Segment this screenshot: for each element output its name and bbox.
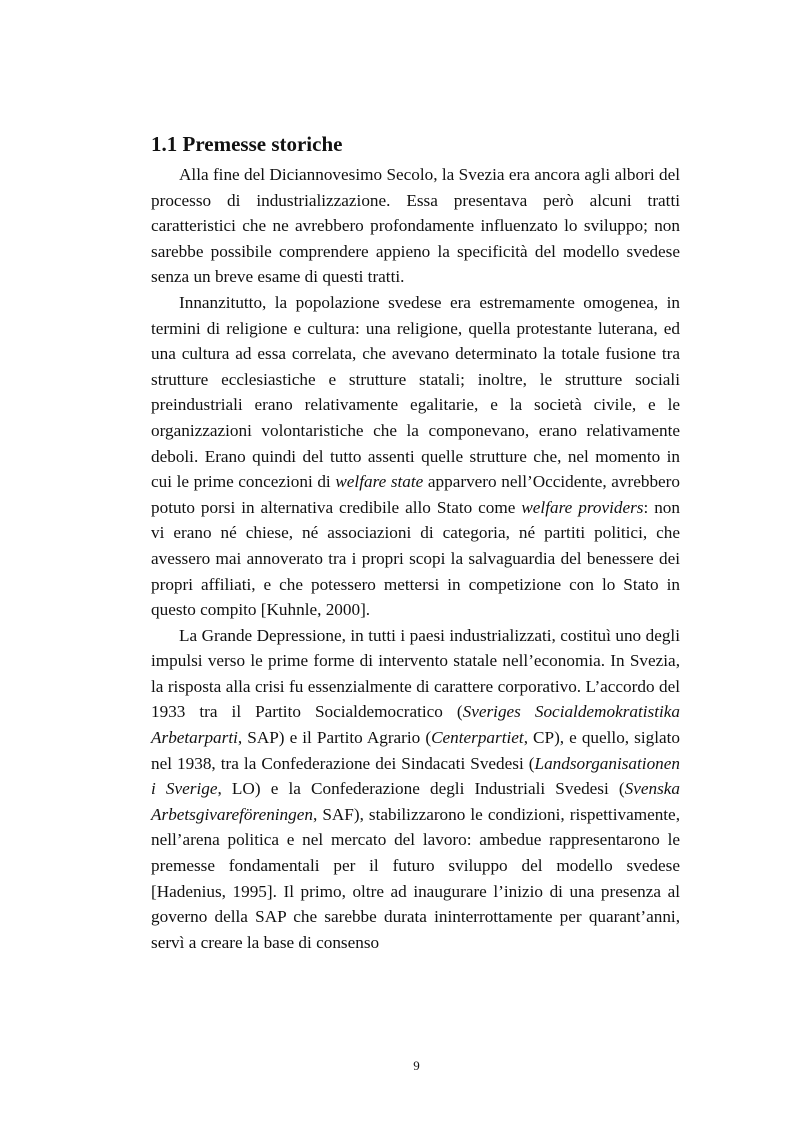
paragraph-3-text: La Grande Depressione, in tutti i paesi industrializzati, costituì uno degli impulsi verso le prime forme di intervento statale nell’economia. In Svezia, la risposta alla crisi fu essenzialmente di carattere corporativo. L’accordo del 1933 tra il Partito Socialdemocratico ( bbox=[151, 625, 680, 722]
term-welfare-providers: welfare providers bbox=[521, 497, 644, 517]
paragraph-3-text: , CP), e quello, siglato nel 1938, tra la Confederazione dei Sindacati Svedesi ( bbox=[151, 728, 680, 773]
paragraph-2 bbox=[151, 290, 680, 623]
paragraph-3-text: , SAP) e il Partito Agrario ( bbox=[237, 728, 432, 748]
paragraph-2-text: : non vi erano né chiese, né associazioni di categoria, né partiti politici, che avessero mai annoverato tra i propri scopi la salvaguardia del benessere dei propri affiliati, e che potessero mettersi in competizione con lo Stato in questo compito [Kuhnle, 2000]. bbox=[151, 497, 680, 620]
term-welfare-state: welfare state bbox=[335, 472, 424, 492]
section-heading: 1.1 Premesse storiche bbox=[151, 132, 343, 156]
paragraph-3-text: , LO) e la Confederazione degli Industriali Svedesi ( bbox=[217, 779, 625, 799]
term-sap: Sveriges Socialdemokratistika Arbetarparti bbox=[151, 702, 680, 748]
paragraph-2-text: apparvero nell’Occidente, avrebbero potuto porsi in alternativa credibile allo Stato come bbox=[151, 472, 680, 517]
term-saf: Svenska Arbetsgivareföreningen bbox=[151, 779, 680, 824]
paragraph-3 bbox=[151, 623, 680, 956]
paragraph-1-text: Alla fine del Diciannovesimo Secolo, la Svezia era ancora agli albori del processo di industrializzazione. Essa presentava però alcuni tratti caratteristici che ne avrebbero profondamente influenzato lo sviluppo; non sarebbe possibile comprendere appieno la specificità del modello svedese senza un breve esame di questi tratti. bbox=[151, 165, 680, 287]
body-text bbox=[151, 162, 680, 955]
paragraph-3-text: , SAF), stabilizzarono le condizioni, rispettivamente, nell’arena politica e nel mercato del lavoro: ambedue rappresentarono le premesse fondamentali per il futuro sviluppo del modello svedese [Hadenius, 1995]. Il primo, oltre ad inaugurare l’inizio di una presenza al governo della SAP che sarebbe durata ininterrottamente per quarant’anni, servì a creare la base di consenso bbox=[151, 804, 680, 952]
term-lo: Landsorganisationen i Sverige bbox=[151, 753, 680, 799]
paragraph-1 bbox=[151, 162, 680, 290]
page-number: 9 bbox=[413, 1058, 420, 1073]
term-cp: Centerpartiet bbox=[431, 728, 524, 748]
paragraph-2-text: Innanzitutto, la popolazione svedese era estremamente omogenea, in termini di religione e cultura: una religione, quella protestante luterana, ed una cultura ad essa correlata, che avevano determinato la totale fusione tra strutture ecclesiastiche e strutture statali; inoltre, le strutture sociali preindustriali erano relativamente egalitarie, e la società civile, e le organizzazioni volontaristiche che la componevano, erano relativamente deboli. Erano quindi del tutto assenti quelle strutture che, nel momento in cui le prime concezioni di bbox=[151, 292, 680, 492]
